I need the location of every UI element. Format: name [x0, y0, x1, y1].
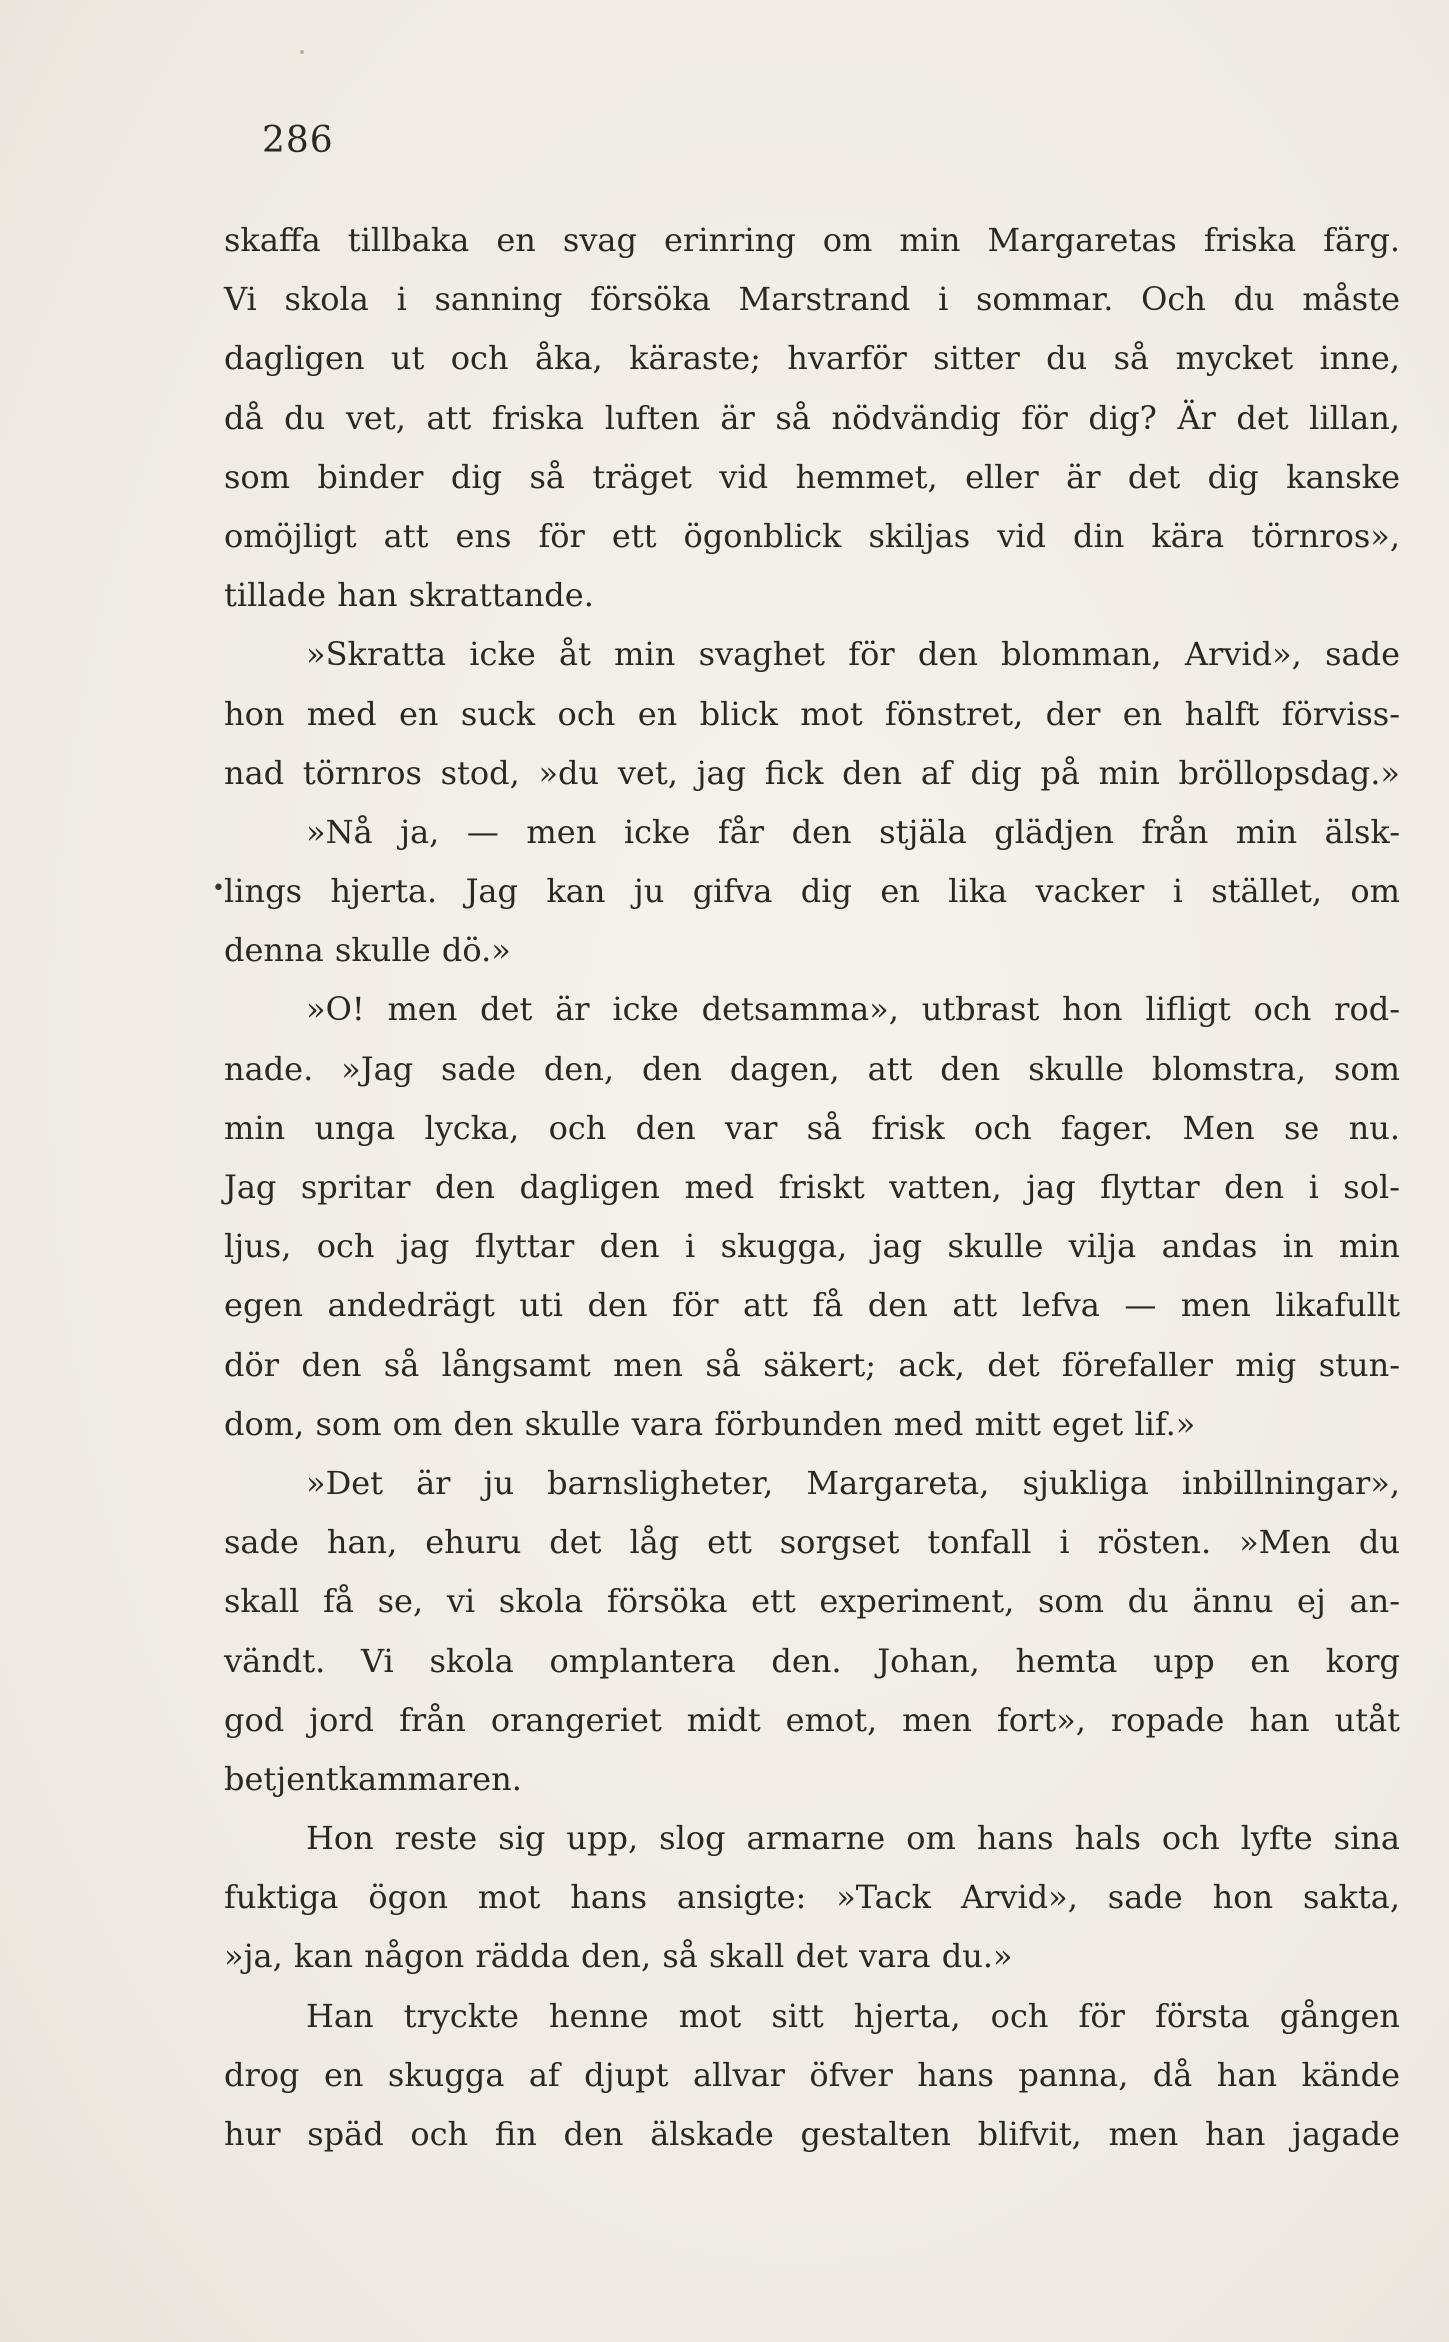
text-line: denna skulle dö.»	[224, 931, 511, 970]
text-line: drog en skugga af djupt allvar öfver hans panna, då han kände	[224, 2055, 1400, 2094]
text-line: hur späd och fin den älskade gestalten blifvit, men han jagade	[224, 2115, 1400, 2153]
paper-speck	[300, 50, 304, 54]
text-line: »Skratta icke åt min svaghet för den blomman, Arvid», sade	[306, 635, 1400, 674]
text-line: skaffa tillbaka en svag erinring om min Margaretas friska färg.	[224, 221, 1400, 259]
text-line: nad törnros stod, »du vet, jag fick den af dig på min bröllopsdag.»	[224, 753, 1400, 792]
body-text	[224, 211, 1400, 2164]
text-line: »Nå ja, — men icke får den stjäla glädjen från min älsk-	[306, 812, 1400, 851]
margin-mark: •	[212, 876, 225, 901]
text-line: skall få se, vi skola försöka ett experiment, som du ännu ej an-	[224, 1582, 1400, 1621]
text-line: som binder dig så träget vid hemmet, eller är det dig kanske	[224, 457, 1400, 496]
text-line: vändt. Vi skola omplantera den. Johan, hemta upp en korg	[224, 1641, 1400, 1680]
text-line: tillade han skrattande.	[224, 576, 594, 615]
text-line: dom, som om den skulle vara förbunden med mitt eget lif.»	[224, 1404, 1196, 1443]
text-line: lings hjerta. Jag kan ju gifva dig en lika vacker i stället, om	[224, 872, 1400, 911]
text-line: Vi skola i sanning försöka Marstrand i sommar. Och du måste	[224, 280, 1400, 319]
text-line: god jord från orangeriet midt emot, men fort», ropade han utåt	[224, 1700, 1400, 1739]
text-line: »ja, kan någon rädda den, så skall det vara du.»	[224, 1937, 1013, 1976]
text-line: fuktiga ögon mot hans ansigte: »Tack Arvid», sade hon sakta,	[224, 1878, 1400, 1917]
text-line: egen andedrägt uti den för att få den att lefva — men likafullt	[224, 1286, 1400, 1325]
text-line: omöjligt att ens för ett ögonblick skiljas vid din kära törnros»,	[224, 516, 1400, 555]
text-line: Hon reste sig upp, slog armarne om hans hals och lyfte sina	[306, 1819, 1400, 1858]
text-line: sade han, ehuru det låg ett sorgset tonfall i rösten. »Men du	[224, 1523, 1400, 1562]
text-line: Han tryckte henne mot sitt hjerta, och för första gången	[306, 1996, 1400, 2035]
text-line: då du vet, att friska luften är så nödvändig för dig? Är det lillan,	[224, 398, 1400, 437]
text-line: »Det är ju barnsligheter, Margareta, sjukliga inbillningar»,	[306, 1463, 1400, 1502]
text-line: betjentkammaren.	[224, 1759, 522, 1798]
text-line: dör den så långsamt men så säkert; ack, det förefaller mig stun-	[224, 1345, 1400, 1384]
text-line: nade. »Jag sade den, den dagen, att den skulle blomstra, som	[224, 1049, 1400, 1088]
page-number: 286	[262, 120, 334, 161]
text-line: Jag spritar den dagligen med friskt vatten, jag flyttar den i sol-	[224, 1168, 1400, 1206]
text-line: »O! men det är icke detsamma», utbrast hon lifligt och rod-	[306, 990, 1400, 1029]
text-line: dagligen ut och åka, käraste; hvarför sitter du så mycket inne,	[224, 339, 1400, 378]
text-line: min unga lycka, och den var så frisk och fager. Men se nu.	[224, 1108, 1400, 1147]
text-line: hon med en suck och en blick mot fönstret, der en halft förviss-	[224, 694, 1400, 733]
text-line: ljus, och jag flyttar den i skugga, jag skulle vilja andas in min	[224, 1227, 1400, 1266]
